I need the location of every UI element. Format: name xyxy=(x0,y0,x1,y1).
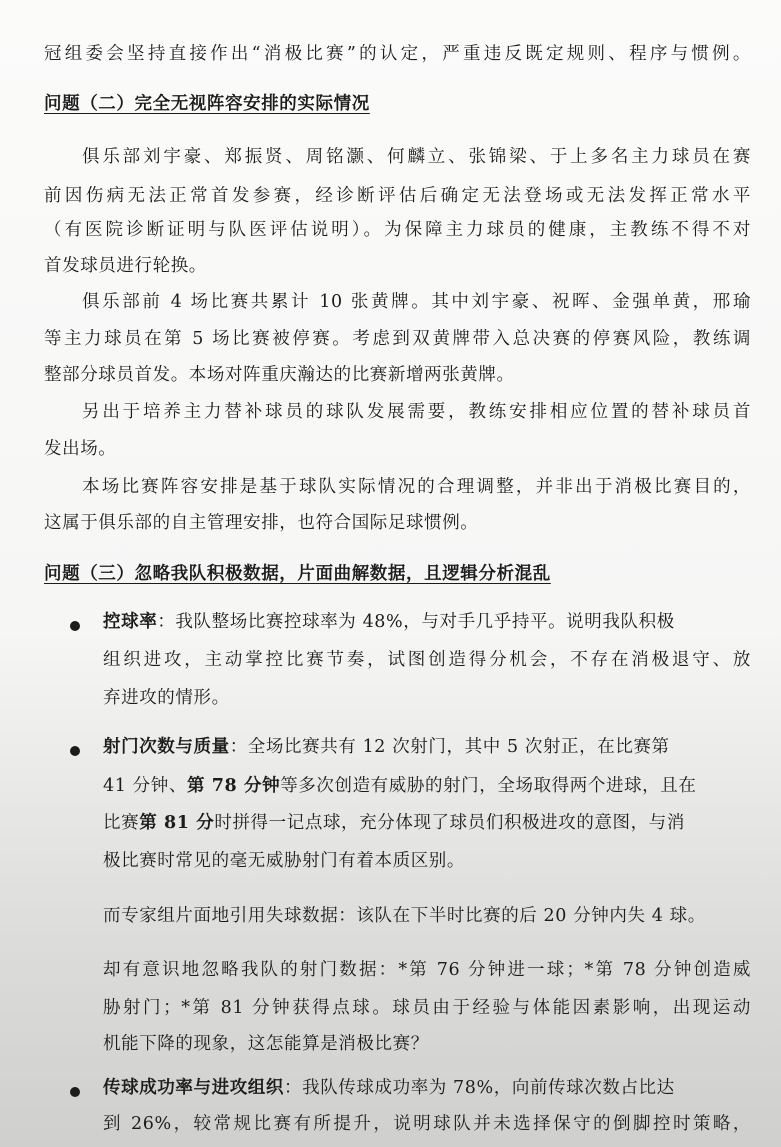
bullet-text: 41 分钟、 xyxy=(103,776,187,796)
bullet-line: 弃进攻的情形。 xyxy=(103,688,230,708)
bullet-line xyxy=(103,811,751,835)
bullet-line: 组织进攻，主动掌控比赛节奏，试图创造得分机会，不存在消极退守、放 xyxy=(103,650,751,670)
bullet-text: ：全场比赛共有 12 次射门，其中 5 次射正，在比赛第 xyxy=(229,737,670,757)
paragraph-line: 另出于培养主力替补球员的球队发展需要，教练安排相应位置的替补球员首 xyxy=(82,402,751,422)
paragraph-line: （有医院诊断证明与队医评估说明）。为保障主力球员的健康，主教练不得不对 xyxy=(44,220,751,240)
bullet-icon xyxy=(70,621,80,631)
bullet-text: ：我队传球成功率为 78%，向前传球次数占比达 xyxy=(284,1078,675,1098)
paragraph-line: 这属于俱乐部的自主管理安排，也符合国际足球惯例。 xyxy=(44,513,479,533)
paragraph-line: 发出场。 xyxy=(44,439,117,459)
section-heading-2: 问题（二）完全无视阵容安排的实际情况 xyxy=(44,94,370,114)
bullet-title-shots: 射门次数与质量 xyxy=(103,737,230,757)
paragraph-line: 首发球员进行轮换。 xyxy=(44,256,207,276)
bullet-line xyxy=(103,610,751,634)
bold-minute: 第 81 分 xyxy=(139,813,215,833)
paragraph-line: 却有意识地忽略我队的射门数据：*第 76 分钟进一球；*第 78 分钟创造威 xyxy=(103,960,751,980)
section-heading-3: 问题（三）忽略我队积极数据，片面曲解数据，且逻辑分析混乱 xyxy=(44,564,551,584)
paragraph-line: 机能下降的现象，这怎能算是消极比赛？ xyxy=(103,1034,429,1054)
bullet-line xyxy=(103,774,751,798)
bullet-title-passing: 传球成功率与进攻组织 xyxy=(103,1078,284,1098)
paragraph-line: 而专家组片面地引用失球数据：该队在下半时比赛的后 20 分钟内失 4 球。 xyxy=(103,906,706,926)
bullet-icon xyxy=(70,746,80,756)
bullet-line: 到 26%，较常规比赛有所提升，说明球队并未选择保守的倒脚控时策略， xyxy=(103,1114,751,1134)
bullet-line xyxy=(103,735,751,759)
paragraph-line: 胁射门；*第 81 分钟获得点球。球员由于经验与体能因素影响，出现运动 xyxy=(103,998,751,1018)
bullet-line xyxy=(103,1076,751,1100)
paragraph-line: 俱乐部刘宇豪、郑振贤、周铭灏、何麟立、张锦梁、于上多名主力球员在赛 xyxy=(82,147,751,167)
paragraph-line: 前因伤病无法正常首发参赛，经诊断评估后确定无法登场或无法发挥正常水平 xyxy=(44,186,751,206)
paragraph-line: 整部分球员首发。本场对阵重庆瀚达的比赛新增两张黄牌。 xyxy=(44,365,515,385)
paragraph-line: 冠组委会坚持直接作出“消极比赛”的认定，严重违反既定规则、程序与惯例。 xyxy=(44,44,751,64)
bullet-title-possession: 控球率 xyxy=(103,612,158,632)
bullet-icon xyxy=(70,1087,80,1097)
paragraph-line: 本场比赛阵容安排是基于球队实际情况的合理调整，并非出于消极比赛目的， xyxy=(82,477,751,497)
paragraph-line: 俱乐部前 4 场比赛共累计 10 张黄牌。其中刘宇豪、祝晖、金强单黄，邢瑜 xyxy=(82,292,751,312)
bullet-text: 比赛 xyxy=(103,813,140,833)
bullet-text: 时拼得一记点球，充分体现了球员们积极进攻的意图，与消 xyxy=(214,813,685,833)
paragraph-line: 等主力球员在第 5 场比赛被停赛。考虑到双黄牌带入总决赛的停赛风险，教练调 xyxy=(44,329,751,349)
bullet-text: ：我队整场比赛控球率为 48%，与对手几乎持平。说明我队积极 xyxy=(157,612,675,632)
bold-minute: 第 78 分钟 xyxy=(186,776,281,796)
bullet-line: 极比赛时常见的毫无威胁射门有着本质区别。 xyxy=(103,851,465,871)
bullet-text: 等多次创造有威胁的射门，全场取得两个进球，且在 xyxy=(280,776,697,796)
